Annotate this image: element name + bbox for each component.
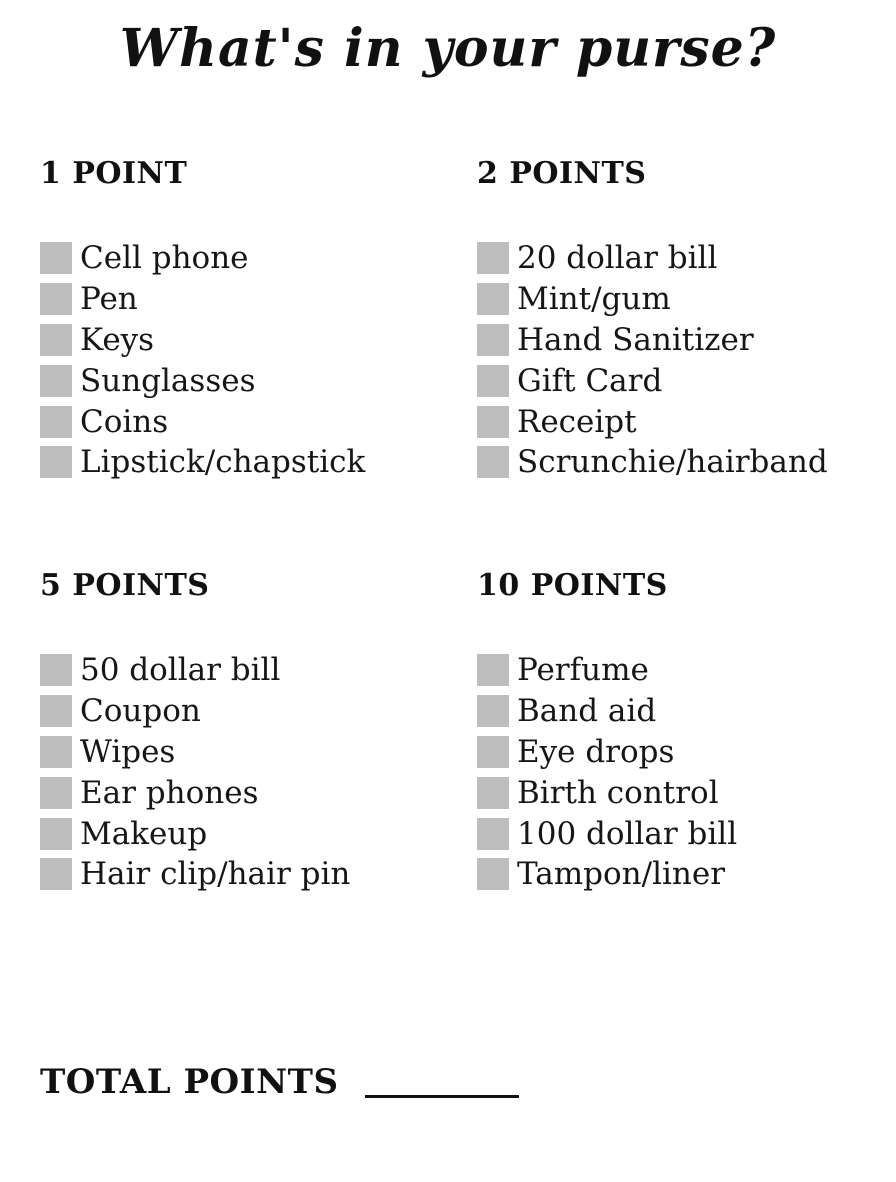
- list-item: [40, 279, 460, 320]
- list-item: [477, 854, 896, 895]
- item-label: 100 dollar bill: [517, 815, 738, 852]
- checkbox[interactable]: [40, 777, 72, 809]
- item-label: Perfume: [517, 652, 649, 689]
- section-2-points: [477, 156, 896, 483]
- list-item: [477, 279, 896, 320]
- item-label: Makeup: [80, 815, 208, 852]
- checkbox[interactable]: [477, 654, 509, 686]
- list-item: [477, 320, 896, 361]
- list-item: [40, 691, 460, 732]
- page-title: What's in your purse?: [119, 18, 777, 79]
- list-item: [40, 238, 460, 279]
- list-item: [477, 442, 896, 483]
- item-list: [40, 238, 460, 483]
- item-label: Coupon: [80, 693, 201, 730]
- checkbox[interactable]: [477, 446, 509, 478]
- list-item: [40, 320, 460, 361]
- checkbox[interactable]: [477, 324, 509, 356]
- item-label: Receipt: [517, 403, 637, 440]
- section-1-point: [40, 156, 460, 483]
- checkbox[interactable]: [477, 365, 509, 397]
- item-label: Birth control: [517, 774, 719, 811]
- list-item: [477, 401, 896, 442]
- item-label: Coins: [80, 403, 169, 440]
- checkbox[interactable]: [477, 818, 509, 850]
- item-label: Lipstick/chapstick: [80, 444, 366, 481]
- item-label: Keys: [80, 321, 155, 358]
- section-5-points: [40, 568, 460, 895]
- item-label: Tampon/liner: [517, 856, 726, 893]
- item-label: Band aid: [517, 693, 657, 730]
- item-list: [40, 650, 460, 895]
- item-label: Wipes: [80, 733, 176, 770]
- checkbox[interactable]: [40, 283, 72, 315]
- checkbox[interactable]: [40, 736, 72, 768]
- item-label: Mint/gum: [517, 281, 671, 318]
- section-10-points: [477, 568, 896, 895]
- checkbox[interactable]: [40, 858, 72, 890]
- list-item: [477, 772, 896, 813]
- checkbox[interactable]: [40, 818, 72, 850]
- list-item: [477, 732, 896, 773]
- total-points-row: [40, 1062, 519, 1102]
- list-item: [477, 360, 896, 401]
- section-heading: 5 POINTS: [40, 568, 210, 603]
- checkbox[interactable]: [40, 654, 72, 686]
- section-heading: 1 POINT: [40, 156, 188, 191]
- item-label: 20 dollar bill: [517, 240, 718, 277]
- item-label: Pen: [80, 281, 138, 318]
- checkbox[interactable]: [40, 242, 72, 274]
- list-item: [477, 650, 896, 691]
- checkbox[interactable]: [40, 324, 72, 356]
- item-list: [477, 238, 896, 483]
- checkbox[interactable]: [477, 736, 509, 768]
- section-heading: 2 POINTS: [477, 156, 647, 191]
- item-label: 50 dollar bill: [80, 652, 281, 689]
- checkbox[interactable]: [40, 695, 72, 727]
- item-list: [477, 650, 896, 895]
- section-heading: 10 POINTS: [477, 568, 668, 603]
- checkbox[interactable]: [477, 695, 509, 727]
- item-label: Hand Sanitizer: [517, 321, 754, 358]
- total-points-blank-line[interactable]: [365, 1095, 519, 1098]
- item-label: Ear phones: [80, 774, 259, 811]
- list-item: [477, 813, 896, 854]
- checkbox[interactable]: [477, 242, 509, 274]
- checkbox[interactable]: [477, 777, 509, 809]
- list-item: [40, 360, 460, 401]
- list-item: [40, 854, 460, 895]
- list-item: [40, 732, 460, 773]
- total-points-label: TOTAL POINTS: [40, 1062, 339, 1102]
- list-item: [477, 691, 896, 732]
- list-item: [40, 401, 460, 442]
- item-label: Sunglasses: [80, 362, 256, 399]
- checkbox[interactable]: [477, 283, 509, 315]
- checkbox[interactable]: [40, 406, 72, 438]
- item-label: Scrunchie/hairband: [517, 444, 828, 481]
- list-item: [40, 813, 460, 854]
- item-label: Eye drops: [517, 733, 675, 770]
- checkbox[interactable]: [477, 858, 509, 890]
- list-item: [477, 238, 896, 279]
- checkbox[interactable]: [40, 446, 72, 478]
- list-item: [40, 442, 460, 483]
- list-item: [40, 650, 460, 691]
- checkbox[interactable]: [477, 406, 509, 438]
- checkbox[interactable]: [40, 365, 72, 397]
- item-label: Cell phone: [80, 240, 249, 277]
- list-item: [40, 772, 460, 813]
- item-label: Gift Card: [517, 362, 663, 399]
- item-label: Hair clip/hair pin: [80, 856, 351, 893]
